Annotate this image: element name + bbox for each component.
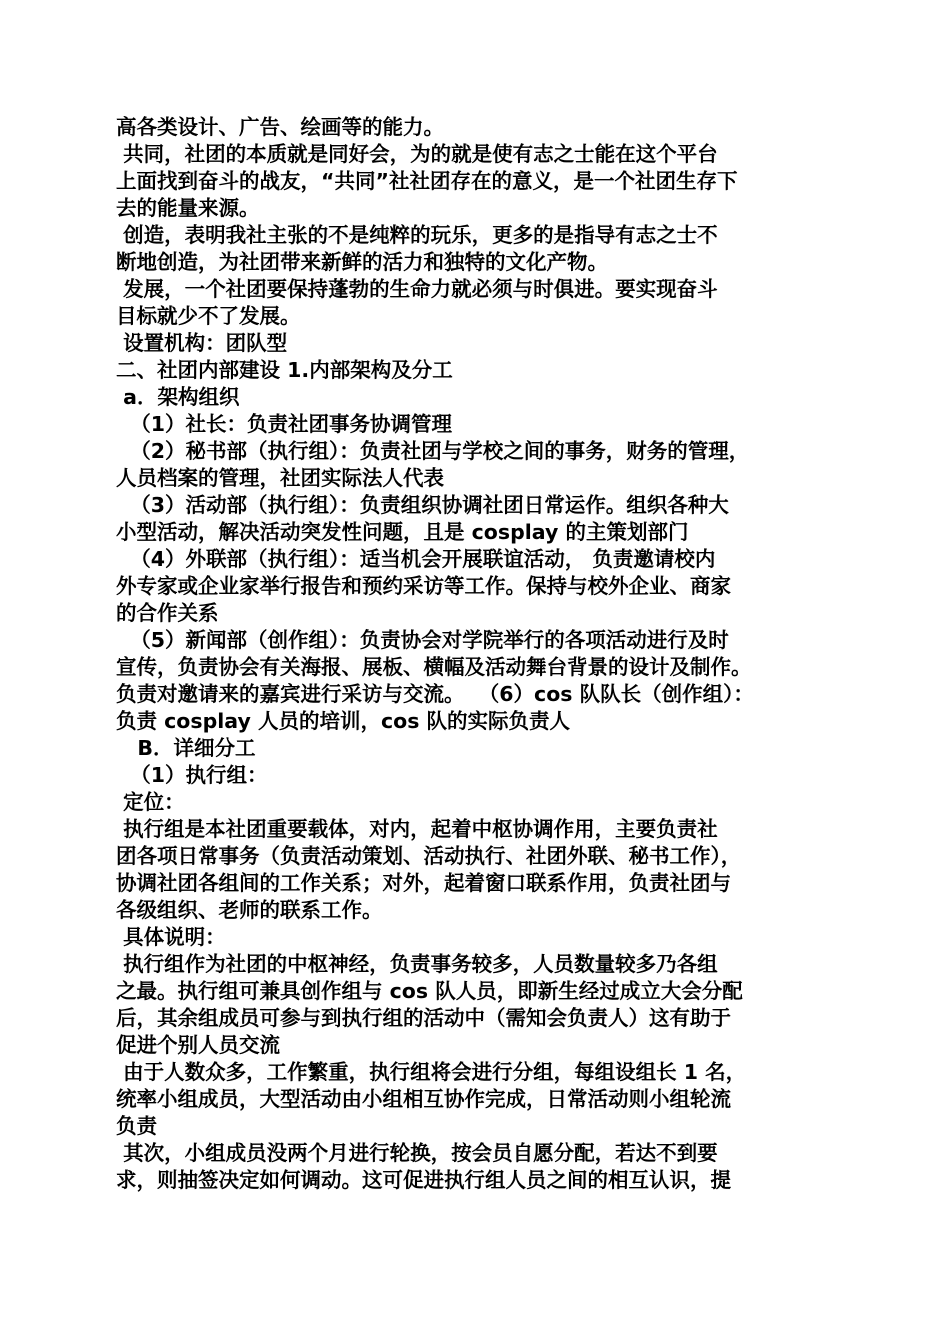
list-item: （1）执行组： — [116, 763, 268, 787]
text-line: 宣传，负责协会有关海报、展板、横幅及活动舞台背景的设计及制作。 — [116, 655, 752, 679]
text-line: 负责对邀请来的嘉宾进行采访与交流。 （6）cos 队队长（创作组）： — [116, 682, 754, 706]
text-line: 执行组是本社团重要载体，对内，起着中枢协调作用，主要负责社 — [116, 817, 718, 841]
text-line: 统率小组成员，大型活动由小组相互协作完成，日常活动则小组轮流 — [116, 1087, 731, 1111]
text-line: 负责 — [116, 1114, 157, 1138]
text-line: 去的能量来源。 — [116, 196, 260, 220]
text-line: 共同，社团的本质就是同好会，为的就是使有志之士能在这个平台 — [116, 142, 718, 166]
text-line: 协调社团各组间的工作关系；对外，起着窗口联系作用，负责社团与 — [116, 871, 731, 895]
text-line: 上面找到奋斗的战友，“共同”社社团存在的意义，是一个社团生存下 — [116, 169, 738, 193]
text-line: 之最。执行组可兼具创作组与 cos 队人员，即新生经过成立大会分配 — [116, 979, 743, 1003]
list-item: （2）秘书部（执行组）：负责社团与学校之间的事务，财务的管理， — [116, 439, 750, 463]
text-line: 创造，表明我社主张的不是纯粹的玩乐，更多的是指导有志之士不 — [116, 223, 718, 247]
list-item: （5）新闻部（创作组）：负责协会对学院举行的各项活动进行及时 — [116, 628, 729, 652]
text-line: 目标就少不了发展。 — [116, 304, 301, 328]
section-heading: 二、社团内部建设 1.内部架构及分工 — [116, 358, 453, 382]
text-line: 负责 cosplay 人员的培训，cos 队的实际负责人 — [116, 709, 571, 733]
text-line: 执行组作为社团的中枢神经，负责事务较多，人员数量较多乃各组 — [116, 952, 718, 976]
text-line: 其次，小组成员没两个月进行轮换，按会员自愿分配，若达不到要 — [116, 1141, 718, 1165]
text-line: 求，则抽签决定如何调动。这可促进执行组人员之间的相互认识，提 — [116, 1168, 731, 1192]
text-line: 小型活动，解决活动突发性问题，且是 cosplay 的主策划部门 — [116, 520, 689, 544]
label-line: 具体说明： — [116, 925, 226, 949]
subsection-heading: a．架构组织 — [116, 385, 240, 409]
document-body — [116, 114, 856, 1194]
list-item: （4）外联部（执行组）：适当机会开展联谊活动， 负责邀请校内 — [116, 547, 716, 571]
list-item: （3）活动部（执行组）：负责组织协调社团日常运作。组织各种大 — [116, 493, 729, 517]
text-line: 由于人数众多，工作繁重，执行组将会进行分组，每组设组长 1 名， — [116, 1060, 747, 1084]
text-line: 高各类设计、广告、绘画等的能力。 — [116, 115, 444, 139]
text-line: 人员档案的管理，社团实际法人代表 — [116, 466, 444, 490]
list-item: （1）社长：负责社团事务协调管理 — [116, 412, 453, 436]
text-line: 团各项日常事务（负责活动策划、活动执行、社团外联、秘书工作）， — [116, 844, 742, 868]
text-line: 外专家或企业家举行报告和预约采访等工作。保持与校外企业、商家 — [116, 574, 731, 598]
section-heading: 设置机构：团队型 — [116, 331, 288, 355]
text-line: 促进个别人员交流 — [116, 1033, 280, 1057]
text-line: 各级组织、老师的联系工作。 — [116, 898, 383, 922]
text-line: 后，其余组成员可参与到执行组的活动中（需知会负责人）这有助于 — [116, 1006, 731, 1030]
subsection-heading: B．详细分工 — [116, 736, 256, 760]
text-line: 断地创造，为社团带来新鲜的活力和独特的文化产物。 — [116, 250, 608, 274]
label-line: 定位： — [116, 790, 185, 814]
text-line: 发展，一个社团要保持蓬勃的生命力就必须与时俱进。要实现奋斗 — [116, 277, 718, 301]
text-line: 的合作关系 — [116, 601, 219, 625]
